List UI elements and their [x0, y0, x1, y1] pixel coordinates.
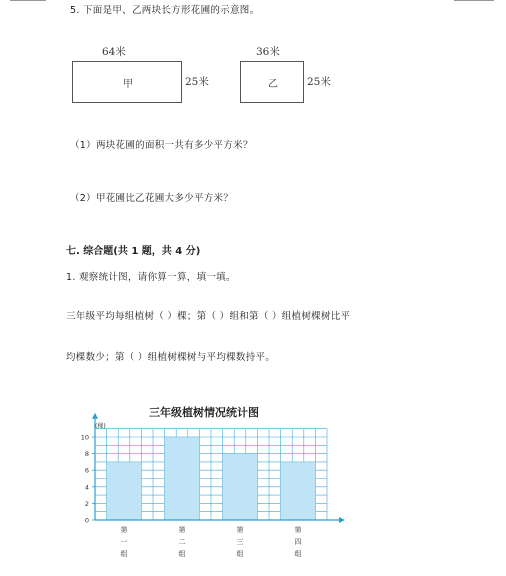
- y-axis-arrow: [92, 413, 98, 419]
- bar-2: [165, 437, 200, 520]
- rect-b-height-label: 25米: [307, 76, 331, 88]
- rect-a-height-label: 25米: [185, 76, 209, 88]
- rect-b: [240, 61, 304, 103]
- x-tick-label-3: 第: [236, 526, 244, 534]
- rect-a-width-label: 64米: [102, 46, 126, 58]
- q5-sub1: （1）两块花圃的面积一共有多少平方米？: [70, 140, 253, 151]
- rect-b-width-label: 36米: [256, 46, 280, 58]
- x-tick-label-3: 组: [236, 550, 244, 558]
- y-tick-label: 0: [84, 516, 89, 525]
- bar-1: [107, 462, 142, 520]
- y-tick-label: 2: [84, 499, 89, 508]
- rect-a: [72, 61, 182, 103]
- rect-a-label: 甲: [123, 79, 133, 90]
- q5-sub2: （2）甲花圃比乙花圃大多少平方米？: [70, 193, 234, 204]
- bar-3: [223, 454, 258, 520]
- x-tick-label-4: 第: [294, 526, 302, 534]
- y-tick-label: 8: [84, 450, 89, 459]
- x-tick-label-2: 二: [178, 538, 186, 546]
- x-tick-label-3: 三: [236, 538, 244, 546]
- q1-line2: 均棵数少；第（ ）组植树棵树与平均棵数持平。: [66, 352, 276, 363]
- chart-x-tick-labels: [121, 525, 302, 558]
- bar-4: [281, 462, 316, 520]
- x-tick-label-2: 第: [178, 526, 186, 534]
- x-tick-label-4: 组: [294, 550, 302, 558]
- x-tick-label-1: 第: [120, 526, 128, 534]
- x-tick-label-1: 一: [120, 538, 128, 546]
- bar-chart: [70, 400, 370, 560]
- y-tick-label: 6: [84, 466, 89, 475]
- q1-line1: 三年级平均每组植树（ ）棵；第（ ）组和第（ ）组植树棵树比平: [66, 311, 351, 322]
- rect-b-label: 乙: [268, 79, 278, 90]
- x-tick-label-4: 四: [294, 538, 302, 546]
- q1-intro: 1. 观察统计图，请你算一算，填一填。: [66, 272, 236, 283]
- page-top-border-right: [454, 0, 494, 1]
- q5-title: 5. 下面是甲、乙两块长方形花圃的示意图。: [70, 5, 260, 16]
- x-axis-arrow: [339, 517, 345, 523]
- x-tick-label-2: 组: [178, 550, 186, 558]
- x-tick-label-1: 组: [120, 550, 128, 558]
- page-top-border-left: [10, 0, 46, 1]
- section7-heading: 七. 综合题(共 1 题，共 4 分): [66, 246, 201, 257]
- chart-title: 三年级植树情况统计图: [149, 406, 259, 419]
- y-tick-label: 10: [80, 433, 89, 442]
- y-axis-label: (棵): [95, 423, 106, 430]
- chart-y-tick-labels: [81, 434, 95, 525]
- y-tick-label: 4: [84, 483, 89, 492]
